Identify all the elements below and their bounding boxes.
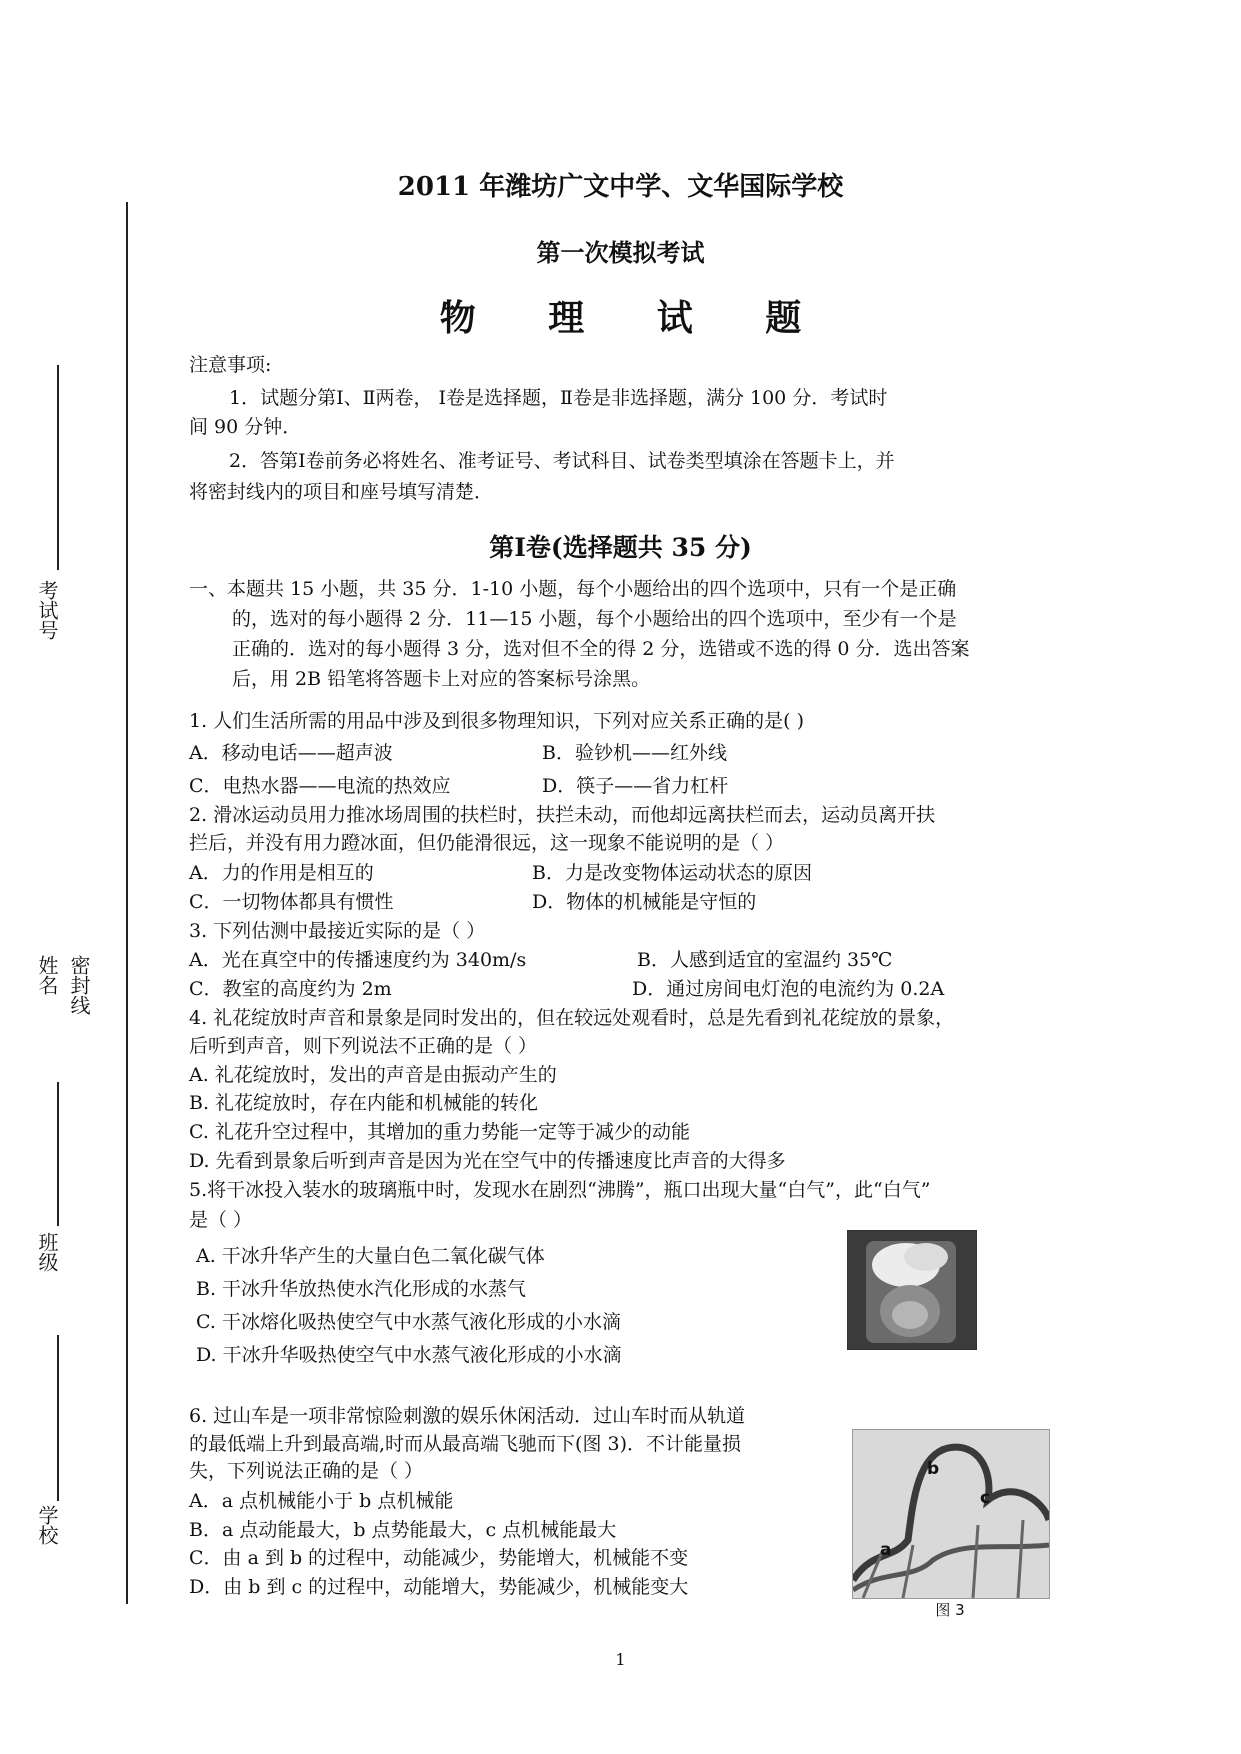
- figure-3-caption: 图 3: [935, 1601, 965, 1619]
- point-b-label: b: [927, 1459, 940, 1479]
- seal-line-label: 密封线: [67, 955, 91, 1015]
- q5-option-d: D. 干冰升华吸热使空气中水蒸气液化形成的小水滴: [196, 1344, 622, 1366]
- page-number: 1: [615, 1650, 626, 1669]
- section-intro-2: 的，选对的每小题得 2 分．11—15 小题，每个小题给出的四个选项中，至少有一个是: [232, 608, 957, 630]
- q4-stem-2: 后听到声音，则下列说法不正确的是（ ）: [189, 1035, 538, 1057]
- q4-option-c: C. 礼花升空过程中，其增加的重力势能一定等于减少的动能: [189, 1121, 690, 1143]
- q4-option-d: D. 先看到景象后听到声音是因为光在空气中的传播速度比声音的大得多: [189, 1150, 786, 1172]
- q2-option-d: D．物体的机械能是守恒的: [532, 891, 757, 913]
- q3-option-c: C．教室的高度约为 2m: [189, 978, 392, 1000]
- q6-option-c: C．由 a 到 b 的过程中，动能减少，势能增大，机械能不变: [189, 1547, 689, 1569]
- section-intro-1: 一、本题共 15 小题，共 35 分．1-10 小题，每个小题给出的四个选项中，只有一个是正确: [189, 578, 957, 600]
- q2-option-c: C．一切物体都具有惯性: [189, 891, 394, 913]
- note-1-line-2: 间 90 分钟．: [189, 416, 302, 438]
- q4-option-a: A. 礼花绽放时，发出的声音是由振动产生的: [189, 1064, 557, 1086]
- q6-stem-3: 失，下列说法正确的是（ ）: [189, 1460, 424, 1482]
- school-label: 学校: [35, 1505, 59, 1545]
- notes-heading: 注意事项:: [189, 354, 272, 376]
- q1-option-d: D．筷子——省力杠杆: [542, 775, 729, 797]
- section-intro-3: 正确的．选对的每小题得 3 分，选对但不全的得 2 分，选错或不选的得 0 分．选出答案: [232, 638, 970, 660]
- q4-option-b: B. 礼花绽放时，存在内能和机械能的转化: [189, 1092, 539, 1114]
- seal-vertical-line: [126, 202, 128, 1604]
- class-blank: [57, 1082, 59, 1226]
- q1-stem: 1. 人们生活所需的用品中涉及到很多物理知识，下列对应关系正确的是( ): [189, 710, 805, 732]
- q3-option-b: B．人感到适宜的室温约 35℃: [637, 949, 893, 971]
- q2-stem-2: 拦后，并没有用力蹬冰面，但仍能滑很远，这一现象不能说明的是（ ）: [189, 832, 785, 854]
- note-1-line-1: 1．试题分第Ⅰ、Ⅱ两卷， Ⅰ卷是选择题，Ⅱ卷是非选择题，满分 100 分．考试时: [229, 387, 888, 409]
- section-intro-4: 后，用 2B 铅笔将答题卡上对应的答案标号涂黑。: [232, 668, 651, 690]
- q6-option-b: B．a 点动能最大，b 点势能最大，c 点机械能最大: [189, 1519, 617, 1541]
- q6-stem-2: 的最低端上升到最高端,时而从最高端飞驰而下(图 3)．不计能量损: [189, 1433, 741, 1455]
- q5-option-b: B. 干冰升华放热使水汽化形成的水蒸气: [196, 1278, 527, 1300]
- school-blank: [57, 1335, 59, 1501]
- q1-option-c: C．电热水器——电流的热效应: [189, 775, 451, 797]
- q5-stem-1: 5.将干冰投入装水的玻璃瓶中时，发现水在剧烈“沸腾”，瓶口出现大量“白气”，此“白气”: [189, 1179, 931, 1201]
- q6-option-a: A．a 点机械能小于 b 点机械能: [189, 1490, 454, 1512]
- q1-option-b: B．验钞机——红外线: [542, 742, 727, 764]
- q6-option-d: D．由 b 到 c 的过程中，动能增大，势能减少，机械能变大: [189, 1576, 689, 1598]
- q5-option-a: A. 干冰升华产生的大量白色二氧化碳气体: [196, 1245, 545, 1267]
- point-c-label: c: [980, 1488, 991, 1508]
- name-label: 姓名: [35, 955, 59, 995]
- q3-option-d: D．通过房间电灯泡的电流约为 0.2A: [632, 978, 945, 1000]
- q3-stem: 3. 下列估测中最接近实际的是（ ）: [189, 920, 486, 942]
- note-2-line-1: 2．答第Ⅰ卷前务必将姓名、准考证号、考试科目、试卷类型填涂在答题卡上，并: [229, 450, 895, 472]
- q2-option-b: B．力是改变物体运动状态的原因: [532, 862, 812, 884]
- school-title: 2011 年潍坊广文中学、文华国际学校: [397, 172, 844, 202]
- q2-stem-1: 2. 滑冰运动员用力推冰场周围的扶栏时，扶拦未动，而他却远离扶栏而去，运动员离开扶: [189, 804, 936, 826]
- q5-stem-2: 是（ ）: [189, 1209, 253, 1231]
- exam-no-label: 考试号: [35, 580, 59, 640]
- roller-coaster-figure: [852, 1429, 1050, 1599]
- subject-title: 物 理 试 题: [439, 297, 832, 339]
- class-label: 班级: [35, 1232, 59, 1272]
- point-a-label: a: [880, 1540, 892, 1560]
- exam-title: 第一次模拟考试: [536, 238, 705, 267]
- q2-option-a: A．力的作用是相互的: [189, 862, 374, 884]
- section-title: 第Ⅰ卷(选择题共 35 分): [489, 533, 752, 562]
- note-2-line-2: 将密封线内的项目和座号填写清楚．: [189, 481, 494, 503]
- q6-stem-1: 6. 过山车是一项非常惊险刺激的娱乐休闲活动．过山车时而从轨道: [189, 1405, 746, 1427]
- dry-ice-bottle-photo: [847, 1230, 977, 1350]
- q3-option-a: A．光在真空中的传播速度约为 340m/s: [189, 949, 527, 971]
- q5-option-c: C. 干冰熔化吸热使空气中水蒸气液化形成的小水滴: [196, 1311, 621, 1333]
- q4-stem-1: 4. 礼花绽放时声音和景象是同时发出的，但在较远处观看时，总是先看到礼花绽放的景象，: [189, 1007, 955, 1029]
- q1-option-a: A．移动电话——超声波: [189, 742, 393, 764]
